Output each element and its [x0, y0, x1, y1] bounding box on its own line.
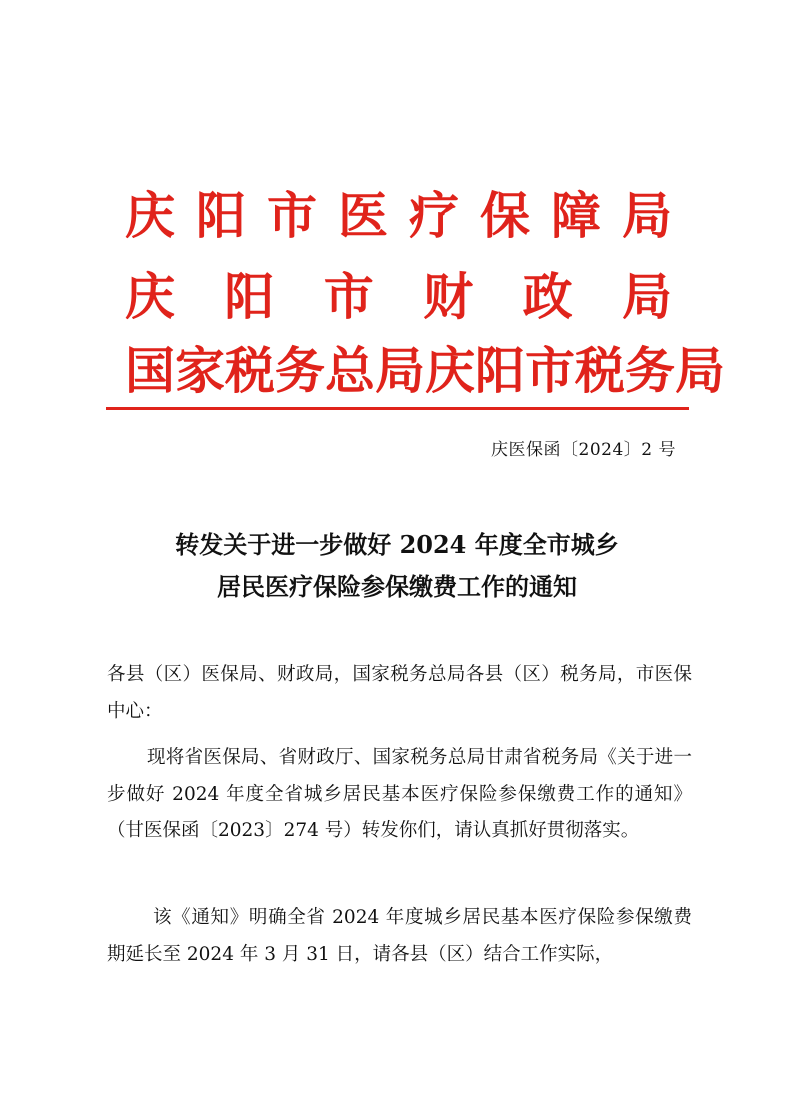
- letterhead-char: 税: [575, 341, 625, 400]
- letterhead-char: 局: [375, 341, 425, 400]
- letterhead-agency-finance: [0, 269, 794, 325]
- document-title-line-2: 居民医疗保险参保缴费工作的通知: [217, 572, 577, 601]
- letterhead-agency-medical-security: [0, 188, 794, 244]
- letterhead-char: 总: [325, 341, 375, 400]
- letterhead-char: 医: [338, 186, 388, 245]
- letterhead-char: 障: [551, 186, 601, 245]
- letterhead-char: 财: [423, 267, 474, 326]
- letterhead-char: 政: [522, 267, 573, 326]
- letterhead-char: 税: [225, 341, 275, 400]
- letterhead-char: 局: [675, 341, 725, 400]
- letterhead-char: 阳: [224, 267, 275, 326]
- letterhead-char: 庆: [125, 186, 175, 245]
- body-paragraph: 该《通知》明确全省 2024 年度城乡居民基本医疗保险参保缴费期延长至 2024 年 3 月 31 日，请各县（区）结合工作实际，: [107, 907, 692, 965]
- salutation: 各县（区）医保局、财政局，国家税务总局各县（区）税务局，市医保中心：: [107, 664, 692, 722]
- letterhead-char: 阳: [475, 341, 525, 400]
- letterhead-char: 局: [621, 267, 672, 326]
- letterhead-char: 务: [625, 341, 675, 400]
- letterhead-char: 市: [267, 186, 317, 245]
- body-paragraph: 现将省医保局、省财政厅、国家税务总局甘肃省税务局《关于进一步做好 2024 年度全省城乡居民基本医疗保险参保缴费工作的通知》（甘医保函〔2023〕274 号）转发你们，请认真抓好贯彻落实。: [107, 747, 692, 841]
- letterhead-char: 保: [480, 186, 530, 245]
- letterhead-char: 家: [175, 341, 225, 400]
- letterhead-char: 市: [323, 267, 374, 326]
- letterhead-char: 市: [525, 341, 575, 400]
- letterhead-char: 疗: [409, 186, 459, 245]
- letterhead-char: 国: [125, 341, 175, 400]
- letterhead-char: 局: [622, 186, 672, 245]
- letterhead-char: 庆: [125, 267, 175, 326]
- letterhead-char: 庆: [425, 341, 475, 400]
- letterhead-char: 务: [275, 341, 325, 400]
- document-title-line-1: 转发关于进一步做好 2024 年度全市城乡: [175, 530, 619, 559]
- document-number: 庆医保函〔2024〕2 号: [491, 440, 676, 460]
- letterhead-char: 阳: [196, 186, 246, 245]
- letterhead-red-rule: [106, 407, 689, 410]
- letterhead-agency-tax: [0, 343, 794, 399]
